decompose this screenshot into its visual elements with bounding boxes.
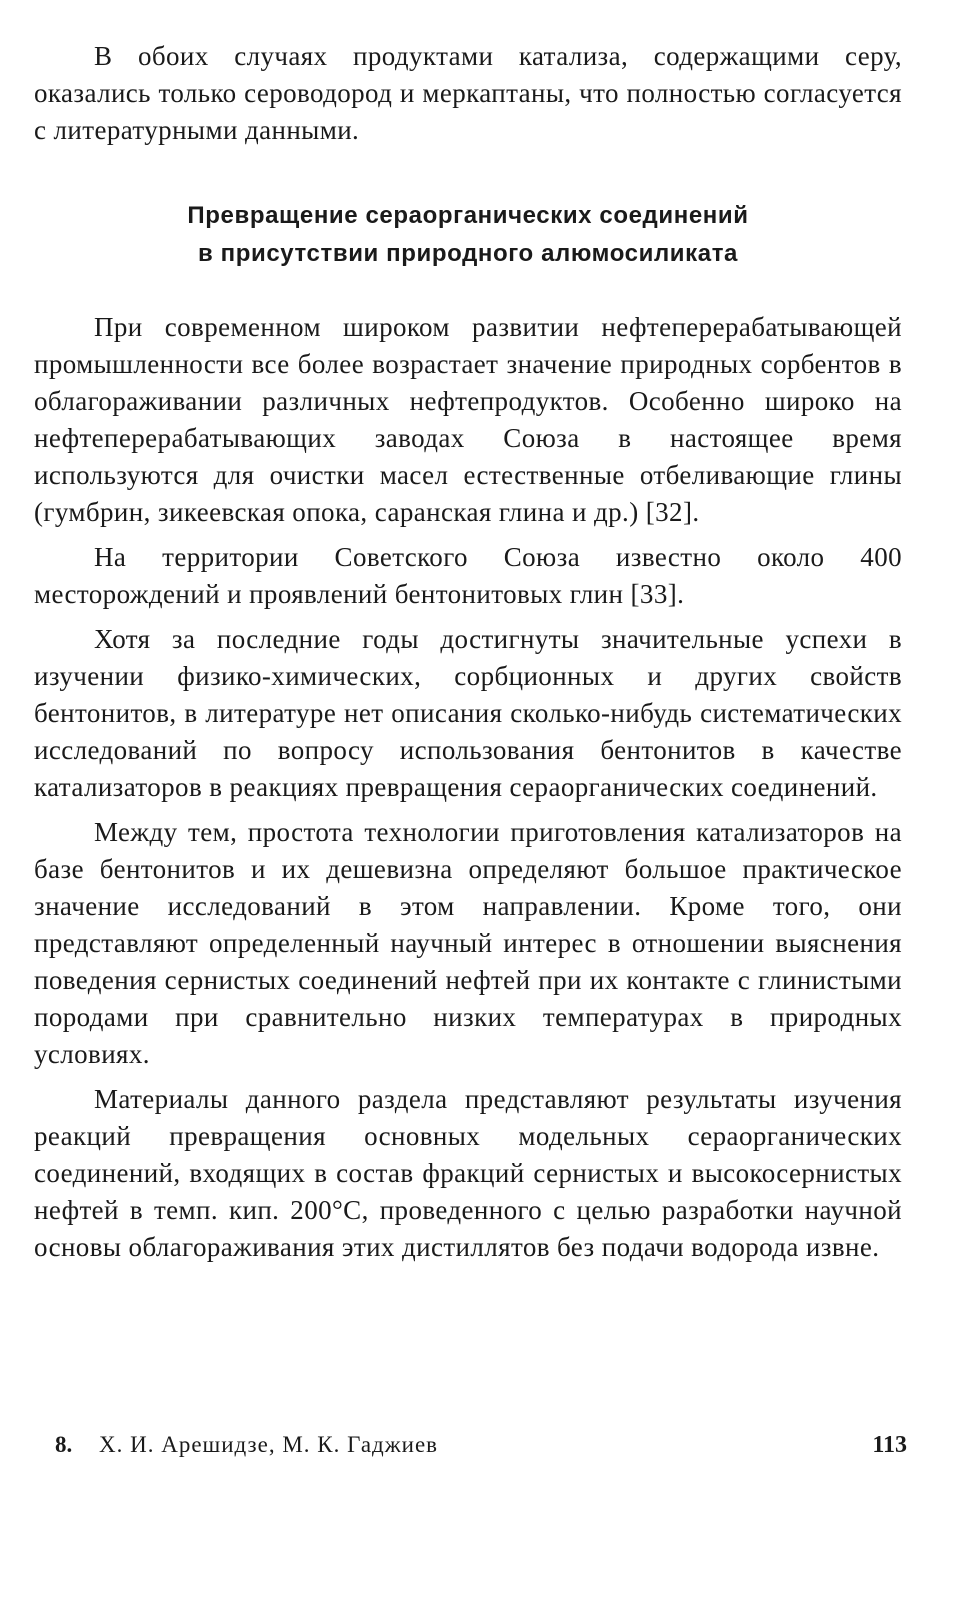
- section-heading: [34, 197, 902, 273]
- paragraph-1: При современном широком развитии нефтеперерабатывающей промышленности все более возрастает значение природных сорбентов в облагораживании различных нефтепродуктов. Особенно широко на нефтеперерабатывающих заводах Союза в настоящее время используются для очистки масел естественные отбеливающие глины (гумбрин, зикеевская опока, саранская глина и др.) [32].: [34, 312, 902, 527]
- section-heading-line-1: Превращение сераорганических соединений: [187, 202, 749, 229]
- paragraph-4: Между тем, простота технологии приготовления катализаторов на базе бентонитов и их дешевизна определяют большое практическое значение исследований в этом направлении. Кроме того, они представляют определенный научный интерес в отношении выяснения поведения сернистых соединений нефтей при их контакте с глинистыми породами при сравнительно низких температурах в природных условиях.: [34, 817, 902, 1069]
- page-footer: [55, 1425, 907, 1465]
- paragraph-2: На территории Советского Союза известно около 400 месторождений и проявлений бентонитовых глин [33].: [34, 542, 902, 609]
- page-body: [34, 38, 902, 1266]
- page-number: 113: [872, 1432, 907, 1458]
- intro-paragraph: В обоих случаях продуктами катализа, содержащими серу, оказались только сероводород и меркаптаны, что полностью согласуется с литературными данными.: [34, 41, 902, 145]
- section-heading-line-2: в присутствии природного алюмосиликата: [197, 240, 739, 267]
- paragraph-3: Хотя за последние годы достигнуты значительные успехи в изучении физико-химических, сорбционных и других свойств бентонитов, в литературе нет описания сколько-нибудь систематических исследований по вопросу использования бентонитов в качестве катализаторов в реакциях превращения сераорганических соединений.: [34, 624, 902, 802]
- signature-mark: 8.: [55, 1432, 73, 1457]
- paragraph-5: Материалы данного раздела представляют результаты изучения реакций превращения основных модельных сераорганических соединений, входящих в состав фракций сернистых и высокосернистых нефтей в темп. кип. 200°С, проведенного с целью разработки научной основы облагораживания этих дистиллятов без подачи водорода извне.: [34, 1084, 902, 1262]
- footer-authors: Х. И. Арешидзе, М. К. Гаджиев: [99, 1432, 439, 1457]
